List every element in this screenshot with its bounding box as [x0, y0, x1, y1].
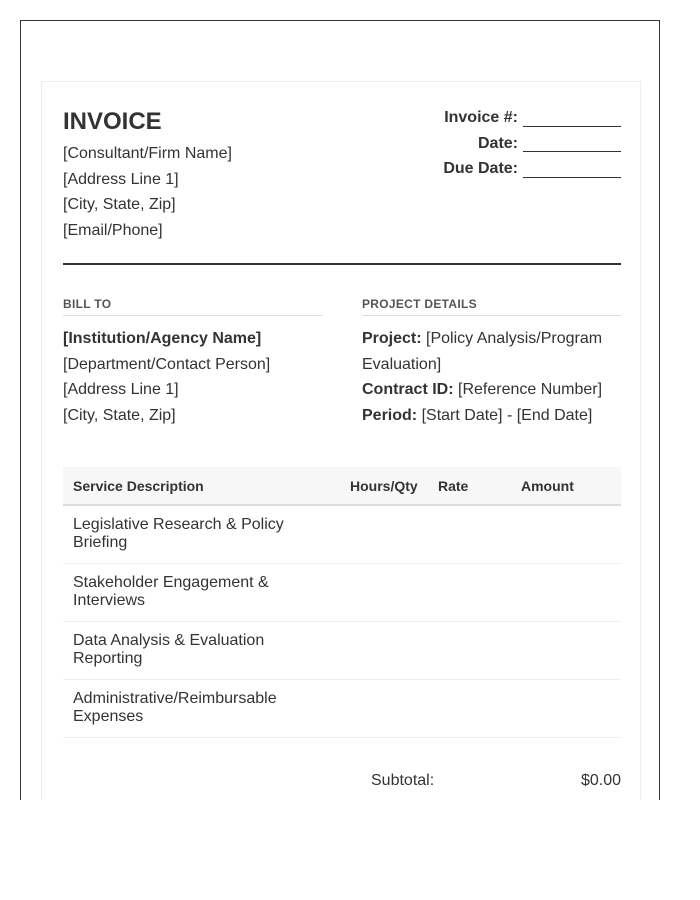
due-date-label: Due Date: — [443, 160, 518, 177]
consultant-name: [Consultant/Firm Name] — [63, 145, 232, 162]
period-row — [362, 403, 621, 429]
project-label: Project: — [362, 330, 422, 347]
project-details — [362, 326, 621, 428]
project-details-section — [362, 297, 621, 428]
project-details-heading: PROJECT DETAILS — [362, 297, 621, 316]
subtotal-value: $0.00 — [580, 772, 621, 789]
client-department: [Department/Contact Person] — [63, 355, 271, 373]
service-qty[interactable] — [340, 622, 428, 680]
period-label: Period: — [362, 406, 418, 424]
client-city-state-zip: [City, State, Zip] — [63, 406, 176, 424]
table-header-row — [63, 467, 621, 505]
service-rate[interactable] — [428, 680, 511, 738]
period-value: [Start Date] - [End Date] — [421, 406, 593, 424]
due-date-row — [443, 156, 621, 182]
service-amount[interactable] — [511, 564, 621, 622]
service-amount[interactable] — [511, 680, 621, 738]
bill-to-details — [63, 326, 322, 428]
service-description: Stakeholder Engagement & Interviews — [63, 564, 340, 622]
services-table — [63, 467, 621, 738]
rate-column-header: Rate — [428, 467, 511, 505]
qty-column-header: Hours/Qty — [340, 467, 428, 505]
contract-id-label: Contract ID: — [362, 381, 454, 398]
consultant-contact: [Email/Phone] — [63, 221, 163, 239]
consultant-city-state-zip: [City, State, Zip] — [63, 196, 176, 213]
due-date-field[interactable] — [523, 159, 621, 178]
contract-id-row — [362, 377, 621, 403]
service-description: Data Analysis & Evaluation Reporting — [63, 622, 340, 680]
invoice-date-field[interactable] — [523, 133, 621, 152]
consultant-address: [Address Line 1] — [63, 170, 179, 188]
invoice-page — [41, 81, 641, 800]
header-divider — [63, 263, 621, 265]
amount-column-header: Amount — [511, 467, 621, 505]
service-amount[interactable] — [511, 622, 621, 680]
invoice-date-row — [443, 131, 621, 157]
document-frame — [20, 20, 660, 800]
service-amount[interactable] — [511, 505, 621, 564]
consultant-info — [63, 141, 232, 243]
description-column-header: Service Description — [63, 467, 340, 505]
service-qty[interactable] — [340, 564, 428, 622]
service-qty[interactable] — [340, 680, 428, 738]
invoice-date-label: Date: — [477, 134, 518, 152]
service-rate[interactable] — [428, 622, 511, 680]
service-description: Legislative Research & Policy Briefing — [63, 505, 340, 564]
project-row — [362, 326, 621, 377]
project-value: [Policy Analysis/Program Evaluation] — [362, 330, 603, 373]
invoice-number-row — [443, 105, 621, 131]
invoice-number-field[interactable] — [523, 108, 621, 127]
subtotal-label: Subtotal: — [371, 772, 435, 789]
table-row — [63, 622, 621, 680]
invoice-meta — [443, 105, 621, 182]
service-rate[interactable] — [428, 564, 511, 622]
bill-to-section — [63, 297, 322, 428]
contract-id-value: [Reference Number] — [458, 381, 603, 398]
service-rate[interactable] — [428, 505, 511, 564]
table-row — [63, 505, 621, 564]
bill-to-heading: BILL TO — [63, 297, 322, 316]
service-description: Administrative/Reimbursable Expenses — [63, 680, 340, 738]
service-qty[interactable] — [340, 505, 428, 564]
invoice-title: INVOICE — [63, 108, 162, 135]
table-row — [63, 680, 621, 738]
client-name: [Institution/Agency Name] — [63, 330, 262, 347]
client-address: [Address Line 1] — [63, 381, 179, 398]
table-row — [63, 564, 621, 622]
invoice-number-label: Invoice #: — [444, 109, 518, 126]
